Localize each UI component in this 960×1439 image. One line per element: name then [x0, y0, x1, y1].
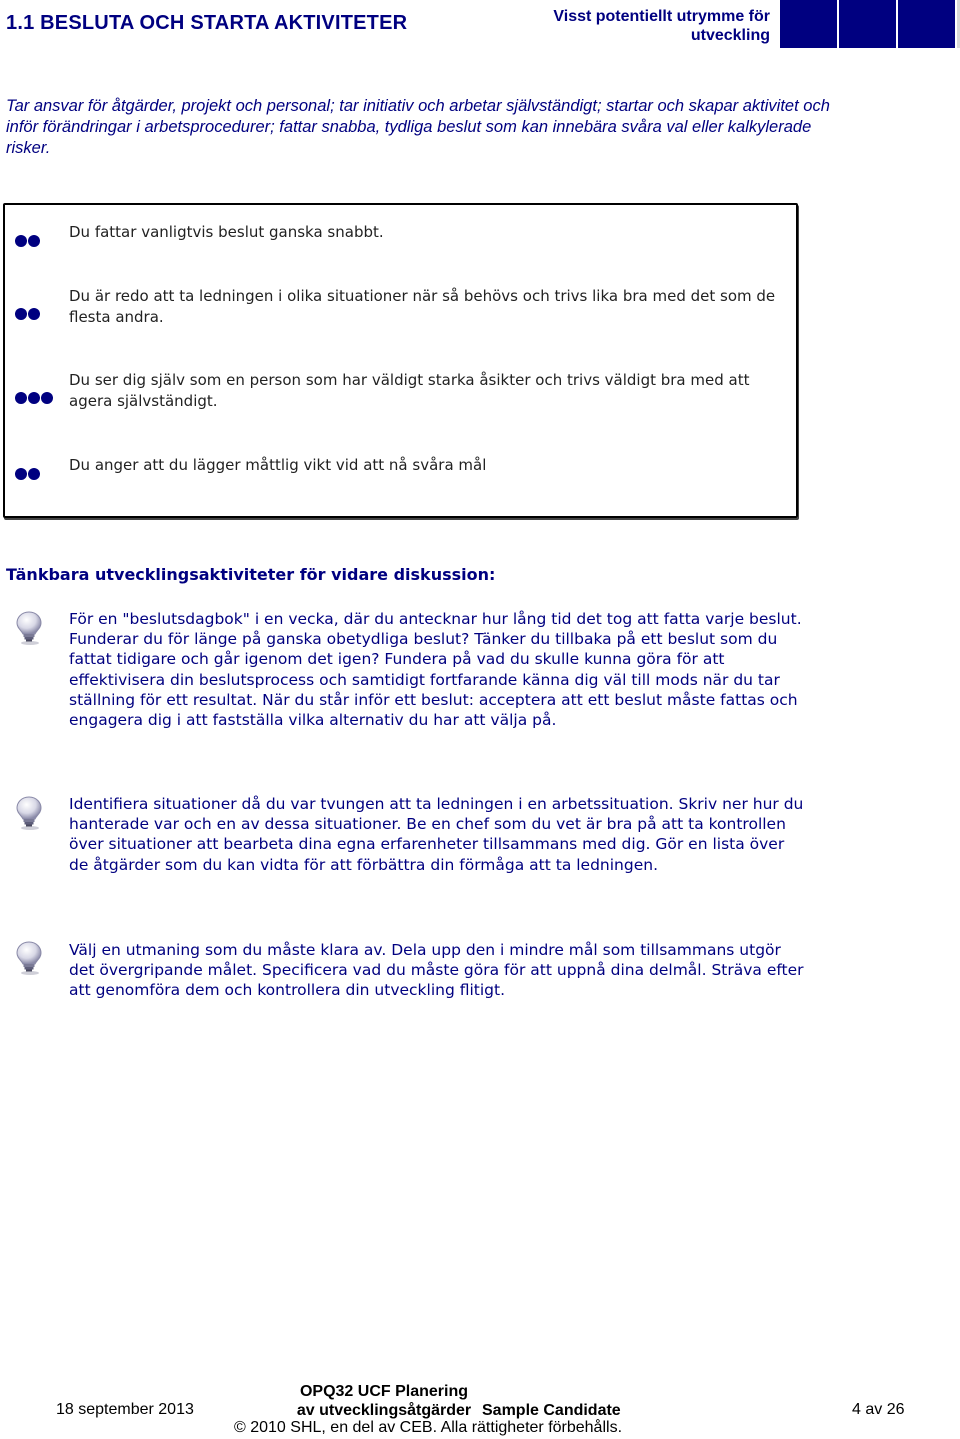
potential-label: Visst potentiellt utrymme för utveckling	[553, 8, 770, 44]
rating-dot	[15, 468, 27, 480]
rating-dot	[28, 235, 40, 247]
footer-copyright: © 2010 SHL, en del av CEB. Alla rättigheter förbehålls.	[234, 1419, 623, 1436]
feedback-box	[3, 203, 798, 518]
feedback-text: Du anger att du lägger måttlig vikt vid att nå svåra mål	[69, 456, 487, 474]
development-heading: Tänkbara utvecklingsaktiviteter för vidare diskussion:	[6, 565, 496, 584]
rating-dots-icon	[15, 235, 40, 247]
score-box-3	[898, 0, 955, 48]
feedback-text: Du ser dig själv som en person som har väldigt starka åsikter och trivs väldigt bra med att agera självständigt.	[69, 371, 750, 410]
development-activity: För en "beslutsdagbok" i en vecka, där du antecknar hur lång tid det tog att fatta varje beslut. Funderar du för länge på ganska obetydliga beslut? Tänker du tillbaka på ett beslut som du fattat tidigare och går igenom det igen? Fundera på vad du skulle kunna göra för att effektivisera din beslutsprocess och samtidigt fortfarande känna dig väl till mods när du tar ställning för ett resultat. När du står inför ett beslut: acceptera att ett beslut måste fattas och engagera dig i att fastställa vilka alternativ du har att välja på.	[69, 610, 802, 730]
rating-dot	[28, 392, 40, 404]
lightbulb-icon	[14, 940, 44, 976]
score-box-1	[780, 0, 837, 48]
footer-candidate: Sample Candidate	[482, 1402, 621, 1419]
rating-dot	[28, 308, 40, 320]
development-activity: Identifiera situationer då du var tvungen att ta ledningen i en arbetssituation. Skriv ner hur du hanterade var och en av dessa situationer. Be en chef som du vet är bra på att ta kontrollen över situationer att bearbeta dina egna erfarenheter tillsammans med dig. Gör en lista över de åtgärder som du kan vidta för att förbättra din förmåga att ta ledningen.	[69, 795, 804, 874]
feedback-text: Du är redo att ta ledningen i olika situationer när så behövs och trivs lika bra med det som de flesta andra.	[69, 287, 776, 326]
page-title: 1.1 BESLUTA OCH STARTA AKTIVITETER	[6, 12, 408, 34]
score-box-2	[839, 0, 896, 48]
score-indicator	[780, 0, 960, 48]
rating-dots-icon	[15, 308, 40, 320]
lightbulb-icon	[14, 610, 44, 646]
rating-dot	[41, 392, 53, 404]
page-number: 4 av 26	[852, 1401, 905, 1418]
rating-dot	[28, 468, 40, 480]
footer-report-title: OPQ32 UCF Planering av utvecklingsåtgärder	[296, 1383, 472, 1419]
rating-dot	[15, 308, 27, 320]
rating-dot	[15, 235, 27, 247]
rating-dots-icon	[15, 392, 53, 404]
footer-date: 18 september 2013	[56, 1401, 194, 1418]
development-activity: Välj en utmaning som du måste klara av. Dela upp den i mindre mål som tillsammans utgör det övergripande målet. Specificera vad du måste göra för att uppnå dina delmål. Sträva efter att genomföra dem och kontrollera din utveckling flitigt.	[69, 941, 804, 1000]
rating-dot	[15, 392, 27, 404]
competency-description: Tar ansvar för åtgärder, projekt och personal; tar initiativ och arbetar självständigt; startar och skapar aktivitet och inför förändringar i arbetsprocedurer; fattar snabba, tydliga beslut som kan innebära svåra val eller kalkylerade risker.	[6, 97, 830, 157]
rating-dots-icon	[15, 468, 40, 480]
feedback-text: Du fattar vanligtvis beslut ganska snabbt.	[69, 223, 384, 241]
lightbulb-icon	[14, 795, 44, 831]
